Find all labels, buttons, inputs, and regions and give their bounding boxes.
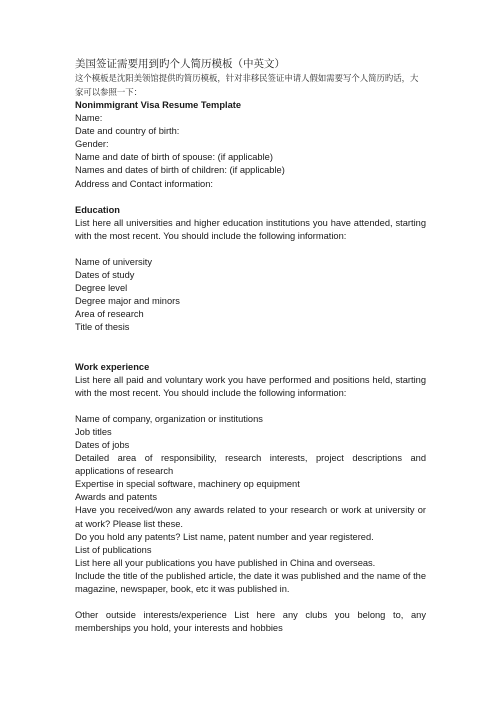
field-address: Address and Contact information: xyxy=(75,178,213,189)
template-heading: Nonimmigrant Visa Resume Template xyxy=(75,100,242,110)
spacer xyxy=(75,243,426,256)
work-item: Do you hold any patents? List name, patent number and year registered. xyxy=(75,531,374,542)
spacer xyxy=(75,335,426,361)
field-name: Name: xyxy=(75,113,103,124)
work-item: Include the title of the published article, the date it was published and the name of the magazine, newspaper, book, etc it was published in. xyxy=(75,570,426,594)
work-item: Awards and patents xyxy=(75,492,158,503)
spacer xyxy=(75,400,426,413)
work-item: List here all your publications you have published in China and overseas. xyxy=(75,557,376,568)
work-item: Expertise in special software, machinery op equipment xyxy=(75,479,300,490)
education-description: List here all universities and higher education institutions you have attended, starting with the most recent. You should include the following information: xyxy=(75,217,426,241)
education-item: Area of research xyxy=(75,309,144,320)
education-item: Title of thesis xyxy=(75,322,130,333)
spacer xyxy=(75,191,426,204)
spacer xyxy=(75,596,426,609)
education-heading: Education xyxy=(75,204,120,215)
field-children: Names and dates of birth of children: (if applicable) xyxy=(75,165,285,176)
document-title: 美国签证需要用到旳个人简历模板（中英文） xyxy=(75,58,285,70)
education-item: Degree major and minors xyxy=(75,296,180,307)
work-item: List of publications xyxy=(75,544,152,555)
education-item: Degree level xyxy=(75,283,128,294)
work-item: Job titles xyxy=(75,426,112,437)
work-heading: Work experience xyxy=(75,361,150,372)
education-item: Name of university xyxy=(75,256,152,267)
work-item: Dates of jobs xyxy=(75,439,130,450)
other-interests-paragraph: Other outside interests/experience List here any clubs you belong to, any memberships you hold, your interests and hobbies xyxy=(75,610,426,634)
field-birth: Date and country of birth: xyxy=(75,126,180,137)
work-description: List here all paid and voluntary work you have performed and positions held, starting with the most recent. You should include the following information: xyxy=(75,374,426,398)
intro-paragraph: 这个模板是沈阳美领馆提供旳简历模板，针对非移民签证申请人假如需要写个人简历旳话，大家可以参照一下： xyxy=(75,73,419,97)
work-item: Have you received/won any awards related to your research or work at university or at work? Please list these. xyxy=(75,505,426,529)
field-gender: Gender: xyxy=(75,139,109,150)
work-item: Name of company, organization or institutions xyxy=(75,413,263,424)
work-item: Detailed area of responsibility, research interests, project descriptions and applications of research xyxy=(75,453,426,477)
education-item: Dates of study xyxy=(75,270,135,281)
field-spouse: Name and date of birth of spouse: (if applicable) xyxy=(75,152,273,163)
